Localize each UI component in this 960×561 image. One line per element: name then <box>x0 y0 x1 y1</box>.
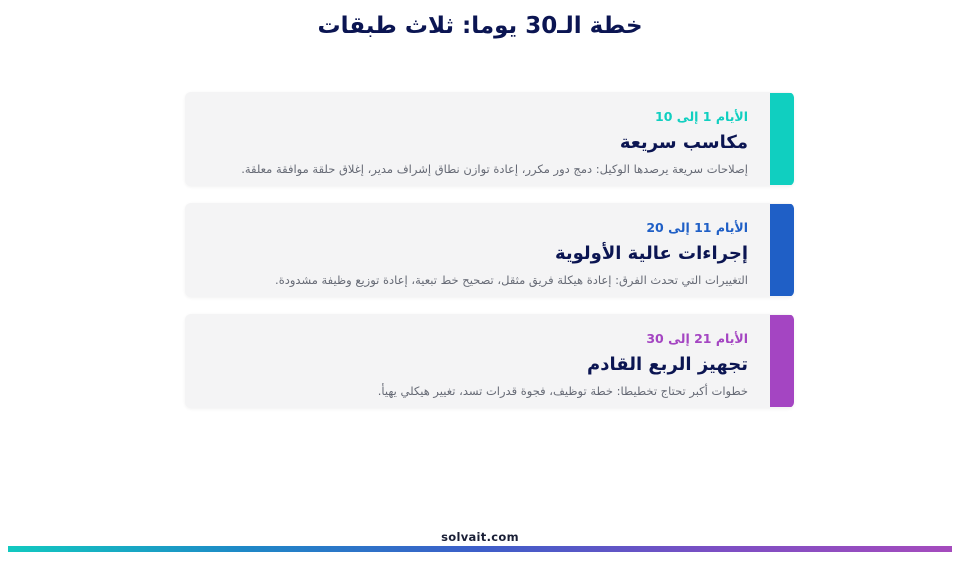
footer-gradient-bar <box>8 546 952 552</box>
phase-accent-bar <box>770 315 794 407</box>
phase-content <box>205 203 748 288</box>
phase-days: الأيام 1 إلى 10 <box>655 109 748 124</box>
phase-description: خطوات أكبر تحتاج تخطيطا: خطة توظيف، فجوة قدرات تسد، تغيير هيكلي يهيأ. <box>377 384 748 398</box>
phase-description: إصلاحات سريعة يرصدها الوكيل: دمج دور مكرر، إعادة توازن نطاق إشراف مدير، إغلاق حلقة موافقة معلقة. <box>241 162 748 176</box>
phase-card-quick-wins <box>185 92 794 186</box>
phase-content <box>205 92 748 177</box>
phase-heading: مكاسب سريعة <box>619 132 748 153</box>
page-title: خطة الـ30 يوما: ثلاث طبقات <box>317 13 643 39</box>
phase-content <box>205 314 748 399</box>
phase-heading: تجهيز الربع القادم <box>587 354 748 375</box>
phase-card-high-priority <box>185 203 794 297</box>
phase-days: الأيام 21 إلى 30 <box>646 331 748 346</box>
phase-description: التغييرات التي تحدث الفرق: إعادة هيكلة فريق مثقل، تصحيح خط تبعية، إعادة توزيع وظيفة مشدودة. <box>275 273 748 287</box>
phase-days: الأيام 11 إلى 20 <box>646 220 748 235</box>
phase-heading: إجراءات عالية الأولوية <box>554 243 748 264</box>
footer-site-link[interactable]: solvait.com <box>441 530 519 544</box>
phase-accent-bar <box>770 204 794 296</box>
phase-card-next-quarter <box>185 314 794 408</box>
phase-accent-bar <box>770 93 794 185</box>
